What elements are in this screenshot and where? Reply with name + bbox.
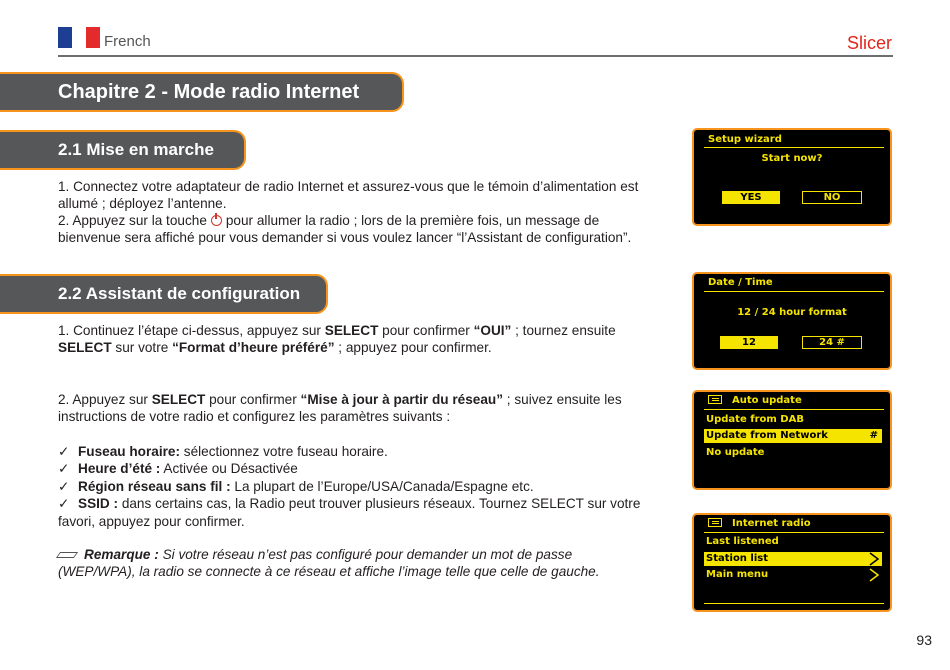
list-item-text: Main menu (706, 569, 769, 580)
section-title-2-1-text: 2.1 Mise en marche (58, 140, 214, 159)
section-title-2-1 (0, 130, 246, 170)
option-24h: 24 # (802, 336, 862, 349)
screen-title-text: Auto update (732, 395, 802, 406)
screen-title (708, 395, 802, 406)
screen-title: Setup wizard (708, 134, 782, 145)
checklist-text: sélectionnez votre fuseau horaire. (183, 444, 388, 459)
list-item (58, 460, 648, 477)
screen-title (708, 518, 811, 529)
section-title-2-2-text: 2.2 Assistant de configuration (58, 284, 301, 303)
note (58, 546, 638, 581)
list-item-selected (704, 552, 882, 566)
screen-divider (704, 532, 884, 533)
step2-text-c: pour confirmer (209, 392, 297, 407)
note-label: Remarque : (84, 547, 159, 562)
brand-name: Slicer (846, 33, 892, 53)
step2-select: SELECT (151, 392, 206, 407)
step1-text-c: pour confirmer (382, 323, 470, 338)
chapter-title-text: Chapitre 2 - Mode radio Internet (58, 80, 360, 103)
screen-divider (704, 603, 884, 604)
checklist-label: Heure d’été : (78, 461, 161, 477)
checkmark-icon: ✓ (58, 496, 70, 512)
section1-paragraph-1: 1. Connectez votre adaptateur de radio Internet et assurez-vous que le témoin d’alimentation est allumé ; déployez l’antenne. (58, 179, 639, 212)
chevron-right-icon (868, 552, 880, 566)
section1-p2-start: 2. Appuyez sur la touche (58, 213, 207, 228)
no-option: NO (802, 191, 862, 204)
section1-p2-end: pour allumer la radio ; lors de la première fois, un message de bienvenue sera affiché pour vous demander si vous voulez lancer “l’Assistant de configuration”. (58, 213, 632, 246)
screen-setup-wizard (692, 128, 892, 226)
list-item (704, 568, 882, 582)
screen-title-text: Internet radio (732, 518, 811, 529)
step1-text-i: ; appuyez pour confirmer. (338, 340, 492, 356)
checklist-text: La plupart de l’Europe/USA/Canada/Espagne etc. (234, 478, 534, 494)
menu-icon (708, 518, 722, 527)
language-label: French (104, 33, 151, 50)
list-item (58, 478, 648, 495)
selected-mark: # (869, 430, 878, 441)
step2-text-a: 2. Appuyez sur (58, 392, 148, 407)
section2-step-1 (58, 322, 648, 357)
step1-format: “Format d’heure préféré” (172, 340, 335, 356)
screen-internet-radio (692, 513, 892, 612)
step2-network-update: “Mise à jour à partir du réseau” (300, 392, 504, 407)
power-icon (211, 215, 222, 226)
option-12h: 12 (720, 336, 778, 349)
step1-text-a: 1. Continuez l’étape ci-dessus, appuyez sur (58, 323, 321, 338)
screen-divider (704, 291, 884, 292)
step1-text-e: ; tournez ensuite (515, 323, 616, 338)
list-item (58, 495, 648, 530)
screen-title: Date / Time (708, 277, 773, 288)
screen-auto-update (692, 390, 892, 490)
header-divider (58, 55, 893, 57)
list-item (58, 443, 648, 460)
screen-prompt: 12 / 24 hour format (737, 307, 847, 318)
checklist-label: Région réseau sans fil : (78, 478, 231, 494)
screen-divider (704, 147, 884, 148)
list-item: No update (706, 447, 765, 458)
list-item-selected (704, 429, 882, 443)
checklist-text: Activée ou Désactivée (163, 461, 298, 477)
checklist-label: SSID : (78, 496, 119, 512)
list-item-text: Station list (706, 553, 768, 564)
step1-select-1: SELECT (324, 323, 379, 338)
page-number: 93 (916, 632, 932, 648)
yes-option: YES (722, 191, 780, 204)
step2-text-e: ; suivez ensuite les instructions de votre radio et configurez les paramètres suivants : (58, 392, 622, 425)
section-title-2-2 (0, 274, 328, 314)
step1-text-g: sur votre (115, 340, 169, 356)
note-text: Si votre réseau n’est pas configuré pour demander un mot de passe (WEP/WPA), la radio se connecte à ce réseau et affiche l’image telle que celle de gauche. (58, 547, 600, 580)
screen-date-time (692, 272, 892, 370)
list-item: Last listened (706, 536, 779, 547)
screen-divider (704, 409, 884, 410)
section2-step-2 (58, 391, 648, 426)
checkmark-icon: ✓ (58, 461, 70, 477)
chapter-title (0, 72, 404, 112)
step1-oui: “OUI” (473, 323, 512, 338)
checkmark-icon: ✓ (58, 444, 70, 459)
menu-icon (708, 395, 722, 404)
list-item-text: Update from Network (706, 430, 828, 441)
french-flag-icon (58, 27, 100, 48)
checklist-label: Fuseau horaire: (78, 444, 180, 459)
settings-checklist (58, 443, 648, 530)
screen-prompt: Start now? (761, 153, 823, 164)
checklist-text: dans certains cas, la Radio peut trouver plusieurs réseaux. Tournez SELECT sur votre favori, appuyez pour confirmer. (58, 496, 641, 529)
pencil-note-icon (58, 549, 78, 559)
step1-select-2: SELECT (58, 340, 112, 356)
chevron-right-icon (868, 568, 880, 582)
checkmark-icon: ✓ (58, 478, 70, 494)
list-item: Update from DAB (706, 414, 804, 425)
section1-paragraph-2 (58, 212, 648, 247)
